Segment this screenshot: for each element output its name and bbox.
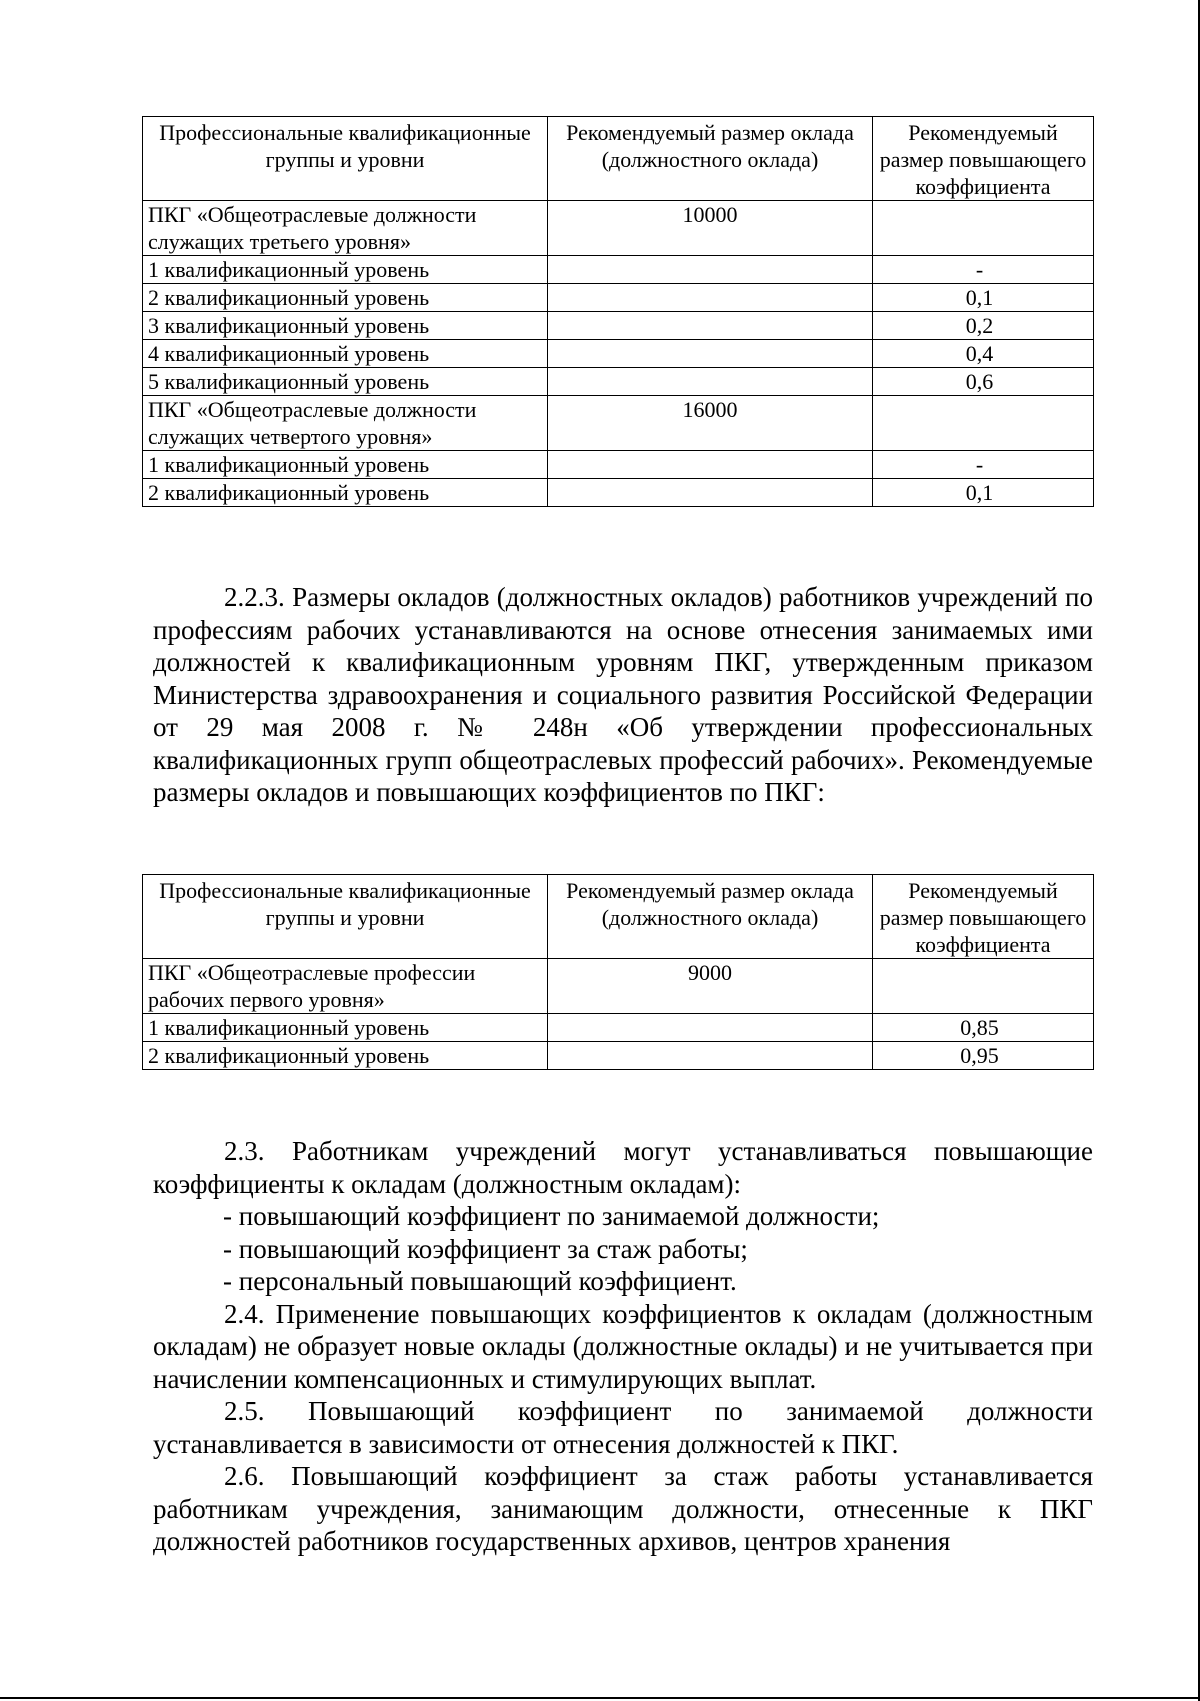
row-salary: 16000 — [548, 396, 873, 451]
row-salary — [548, 479, 873, 507]
table-row — [143, 340, 1094, 368]
row-salary — [548, 312, 873, 340]
table-row — [143, 959, 1094, 1014]
table-row — [143, 396, 1094, 451]
row-coefficient: - — [873, 256, 1094, 284]
list-item: - персональный повышающий коэффициент. — [223, 1266, 737, 1296]
row-coefficient: 0,95 — [873, 1042, 1094, 1070]
row-coefficient — [873, 396, 1094, 451]
row-coefficient: 0,2 — [873, 312, 1094, 340]
table-row — [143, 256, 1094, 284]
header-coefficient: Рекомендуемый размер повышающего коэффициента — [873, 117, 1094, 201]
row-name: ПКГ «Общеотраслевые профессии рабочих первого уровня» — [143, 959, 548, 1014]
table-header-row — [143, 875, 1094, 959]
row-name: 4 квалификационный уровень — [143, 340, 548, 368]
salary-table-workers — [142, 874, 1094, 1070]
row-name: ПКГ «Общеотраслевые должности служащих третьего уровня» — [143, 201, 548, 256]
table-row — [143, 284, 1094, 312]
row-coefficient — [873, 959, 1094, 1014]
row-salary — [548, 340, 873, 368]
row-coefficient: 0,6 — [873, 368, 1094, 396]
row-salary — [548, 1042, 873, 1070]
scan-border-bottom — [0, 1697, 1200, 1699]
table-row — [143, 479, 1094, 507]
row-salary — [548, 256, 873, 284]
row-coefficient: 0,85 — [873, 1014, 1094, 1042]
row-name: ПКГ «Общеотраслевые должности служащих четвертого уровня» — [143, 396, 548, 451]
row-coefficient: 0,4 — [873, 340, 1094, 368]
row-salary: 10000 — [548, 201, 873, 256]
row-salary — [548, 284, 873, 312]
paragraph-2-2-3: 2.2.3. Размеры окладов (должностных окладов) работников учреждений по профессиям рабочих устанавливаются на основе отнесения занимаемых ими должностей к квалификационным уровням ПКГ, утвержденным приказом Министерства здравоохранения и социального развития Российской Федерации от 29 мая 2008 г. № 248н «Об утверждении профессиональных квалификационных групп общеотраслевых профессий рабочих». Рекомендуемые размеры окладов и повышающих коэффициентов по ПКГ: — [153, 582, 1093, 807]
header-groups: Профессиональные квалификационные группы и уровни — [143, 117, 548, 201]
header-groups: Профессиональные квалификационные группы и уровни — [143, 875, 548, 959]
row-name: 2 квалификационный уровень — [143, 1042, 548, 1070]
row-name: 5 квалификационный уровень — [143, 368, 548, 396]
row-salary — [548, 368, 873, 396]
header-salary: Рекомендуемый размер оклада (должностного оклада) — [548, 117, 873, 201]
row-name: 1 квалификационный уровень — [143, 451, 548, 479]
paragraph-2-3: 2.3. Работникам учреждений могут устанавливаться повышающие коэффициенты к окладам (должностным окладам): — [153, 1136, 1093, 1199]
table-row — [143, 368, 1094, 396]
row-salary — [548, 451, 873, 479]
paragraph-2-5: 2.5. Повышающий коэффициент по занимаемой должности устанавливается в зависимости от отнесения должностей к ПКГ. — [153, 1396, 1093, 1459]
row-name: 3 квалификационный уровень — [143, 312, 548, 340]
table-row — [143, 312, 1094, 340]
row-name: 1 квалификационный уровень — [143, 256, 548, 284]
table-row — [143, 201, 1094, 256]
salary-table-employees — [142, 116, 1094, 507]
list-item: - повышающий коэффициент по занимаемой должности; — [223, 1201, 880, 1231]
table-header-row — [143, 117, 1094, 201]
row-salary — [548, 1014, 873, 1042]
table-row — [143, 451, 1094, 479]
row-salary: 9000 — [548, 959, 873, 1014]
row-coefficient: - — [873, 451, 1094, 479]
row-coefficient: 0,1 — [873, 479, 1094, 507]
table-row — [143, 1042, 1094, 1070]
paragraph-2-2-3-block — [153, 581, 1093, 809]
row-name: 2 квалификационный уровень — [143, 284, 548, 312]
section-2-3-to-2-6 — [153, 1135, 1093, 1558]
header-coefficient: Рекомендуемый размер повышающего коэффициента — [873, 875, 1094, 959]
row-name: 1 квалификационный уровень — [143, 1014, 548, 1042]
row-coefficient — [873, 201, 1094, 256]
paragraph-2-4: 2.4. Применение повышающих коэффициентов к окладам (должностным окладам) не образует новые оклады (должностные оклады) и не учитывается при начислении компенсационных и стимулирующих выплат. — [153, 1298, 1093, 1394]
paragraph-2-6: 2.6. Повышающий коэффициент за стаж работы устанавливается работникам учреждения, занимающим должности, отнесенные к ПКГ должностей работников государственных архивов, центров хранения — [153, 1461, 1093, 1556]
row-name: 2 квалификационный уровень — [143, 479, 548, 507]
header-salary: Рекомендуемый размер оклада (должностного оклада) — [548, 875, 873, 959]
table-row — [143, 1014, 1094, 1042]
row-coefficient: 0,1 — [873, 284, 1094, 312]
list-item: - повышающий коэффициент за стаж работы; — [223, 1233, 748, 1264]
